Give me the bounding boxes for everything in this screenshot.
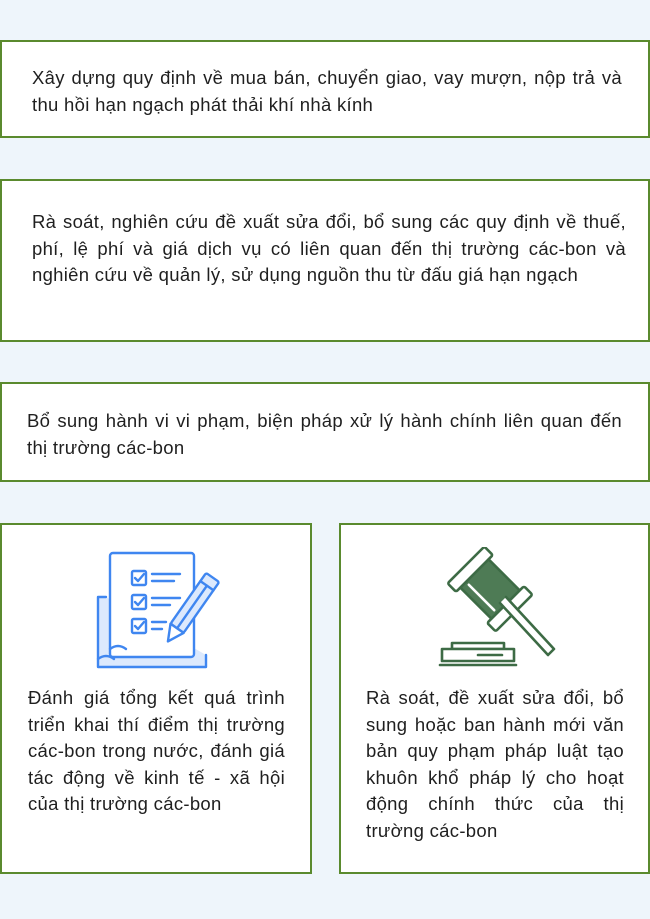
policy-text-4: Đánh giá tổng kết quá trình triển khai thí điểm thị trường các-bon trong nước, đánh giá tác động về kinh tế - xã hội của thị trường các-bon [28,687,285,814]
policy-text-1: Xây dựng quy định về mua bán, chuyển giao, vay mượn, nộp trả và thu hồi hạn ngạch phát thải khí nhà kính [32,67,622,115]
policy-card-1 [0,40,650,138]
policy-card-2 [0,179,650,342]
policy-text-2: Rà soát, nghiên cứu đề xuất sửa đổi, bổ sung các quy định về thuế, phí, lệ phí và giá dịch vụ có liên quan đến thị trường các-bon và nghiên cứu về quản lý, sử dụng nguồn thu từ đấu giá hạn ngạch [32,211,626,285]
policy-card-5 [339,523,650,874]
policy-card-4 [0,523,312,874]
checklist-pencil-icon [94,549,220,671]
policy-text-5: Rà soát, đề xuất sửa đổi, bổ sung hoặc ban hành mới văn bản quy phạm pháp luật tạo khuôn khổ pháp lý cho hoạt động chính thức của thị trường các-bon [366,687,624,841]
policy-card-3 [0,382,650,482]
policy-text-3: Bổ sung hành vi vi phạm, biện pháp xử lý hành chính liên quan đến thị trường các-bon [27,410,622,458]
gavel-icon [430,547,560,671]
